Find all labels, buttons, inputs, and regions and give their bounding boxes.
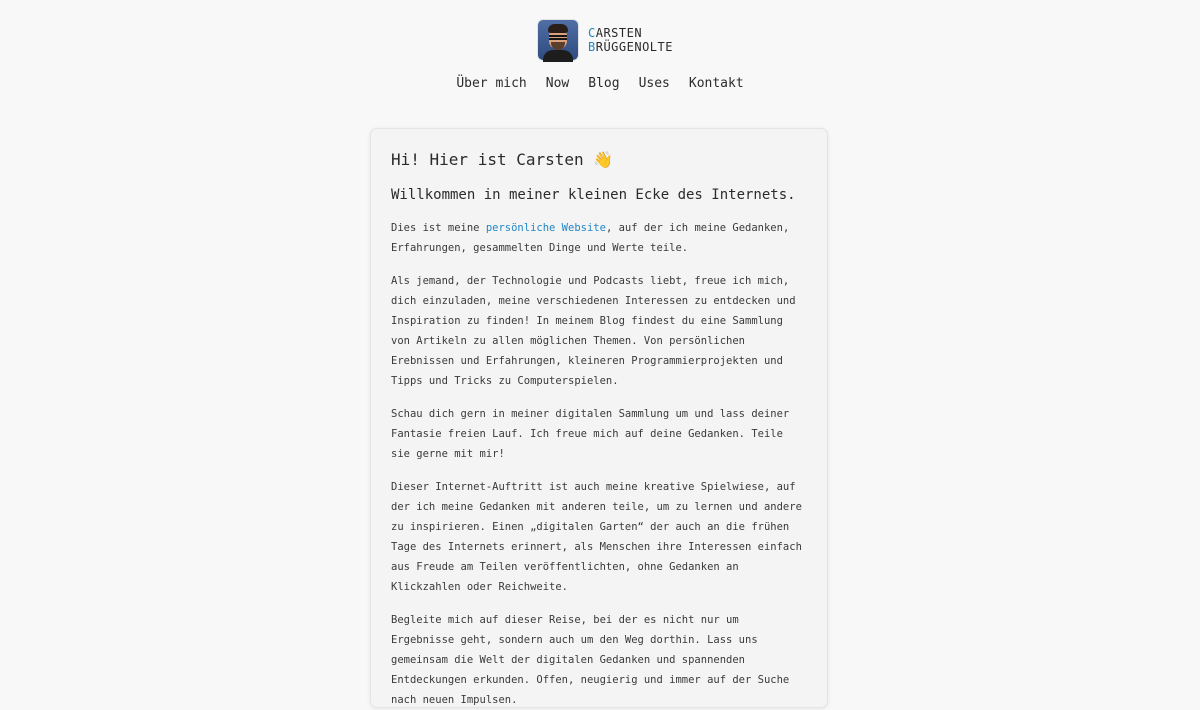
avatar	[538, 20, 578, 60]
intro-card	[370, 128, 828, 708]
page-subtitle: Willkommen in meiner kleinen Ecke des Internets.	[391, 187, 796, 203]
waving-hand-icon: 👋	[593, 150, 614, 169]
site-name-last-initial: B	[588, 40, 596, 54]
site-name-first-rest: ARSTEN	[595, 26, 643, 40]
nav-item-uses[interactable]: Uses	[638, 76, 670, 91]
site-name-first	[588, 26, 673, 40]
main-nav	[0, 76, 1200, 92]
paragraph-interests: Als jemand, der Technologie und Podcasts liebt, freue ich mich, dich einzuladen, meine verschiedenen Interessen zu entdecken und Inspiration zu finden! In meinem Blog findest du eine Sammlung von Artikeln zu allen möglichen Themen. Von persönlichen Erebnissen und Erfahrungen, kleineren Programmierprojekten und Tipps und Tricks zu Computerspielen.	[391, 275, 796, 387]
paragraph-digital-garden: Dieser Internet-Auftritt ist auch meine kreative Spielwiese, auf der ich meine Gedanken mit anderen teile, um zu lernen und andere zu inspirieren. Einen „digitalen Garten“ der auch an die frühen Tage des Internets erinnert, als Menschen ihre Interessen einfach aus Freude am Teilen veröffentlichten, ohne Gedanken an Klickzahlen oder Reichweite.	[391, 481, 802, 593]
intro-text-after: , auf der ich meine Gedanken, Erfahrungen, gesammelten Dinge und Werte teile.	[391, 222, 790, 254]
page-title	[391, 149, 807, 171]
site-name	[588, 26, 673, 54]
site-name-first-initial: C	[588, 26, 596, 40]
personal-website-link[interactable]: persönliche Website	[485, 222, 606, 234]
nav-item-ueber-mich[interactable]: Über mich	[456, 76, 527, 91]
site-name-last-rest: RÜGGENOLTE	[595, 40, 673, 54]
intro-text-before: Dies ist meine	[391, 222, 486, 234]
paragraph-collection: Schau dich gern in meiner digitalen Sammlung um und lass deiner Fantasie freien Lauf. Ich freue mich auf deine Gedanken. Teile sie gerne mit mir!	[391, 408, 790, 460]
nav-item-kontakt[interactable]: Kontakt	[688, 76, 744, 91]
site-name-last	[588, 40, 673, 54]
intro-paragraph	[391, 218, 807, 258]
page-title-text: Hi! Hier ist Carsten	[391, 150, 584, 169]
nav-item-blog[interactable]: Blog	[588, 76, 620, 91]
nav-item-now[interactable]: Now	[545, 76, 570, 91]
paragraph-journey: Begleite mich auf dieser Reise, bei der es nicht nur um Ergebnisse geht, sondern auch um den Weg dorthin. Lass uns gemeinsam die Welt der digitalen Gedanken und spannenden Entdeckungen erkunden. Offen, neugierig und immer auf der Suche nach neuen Impulsen.	[391, 614, 790, 706]
home-logo-link[interactable]	[538, 20, 673, 60]
